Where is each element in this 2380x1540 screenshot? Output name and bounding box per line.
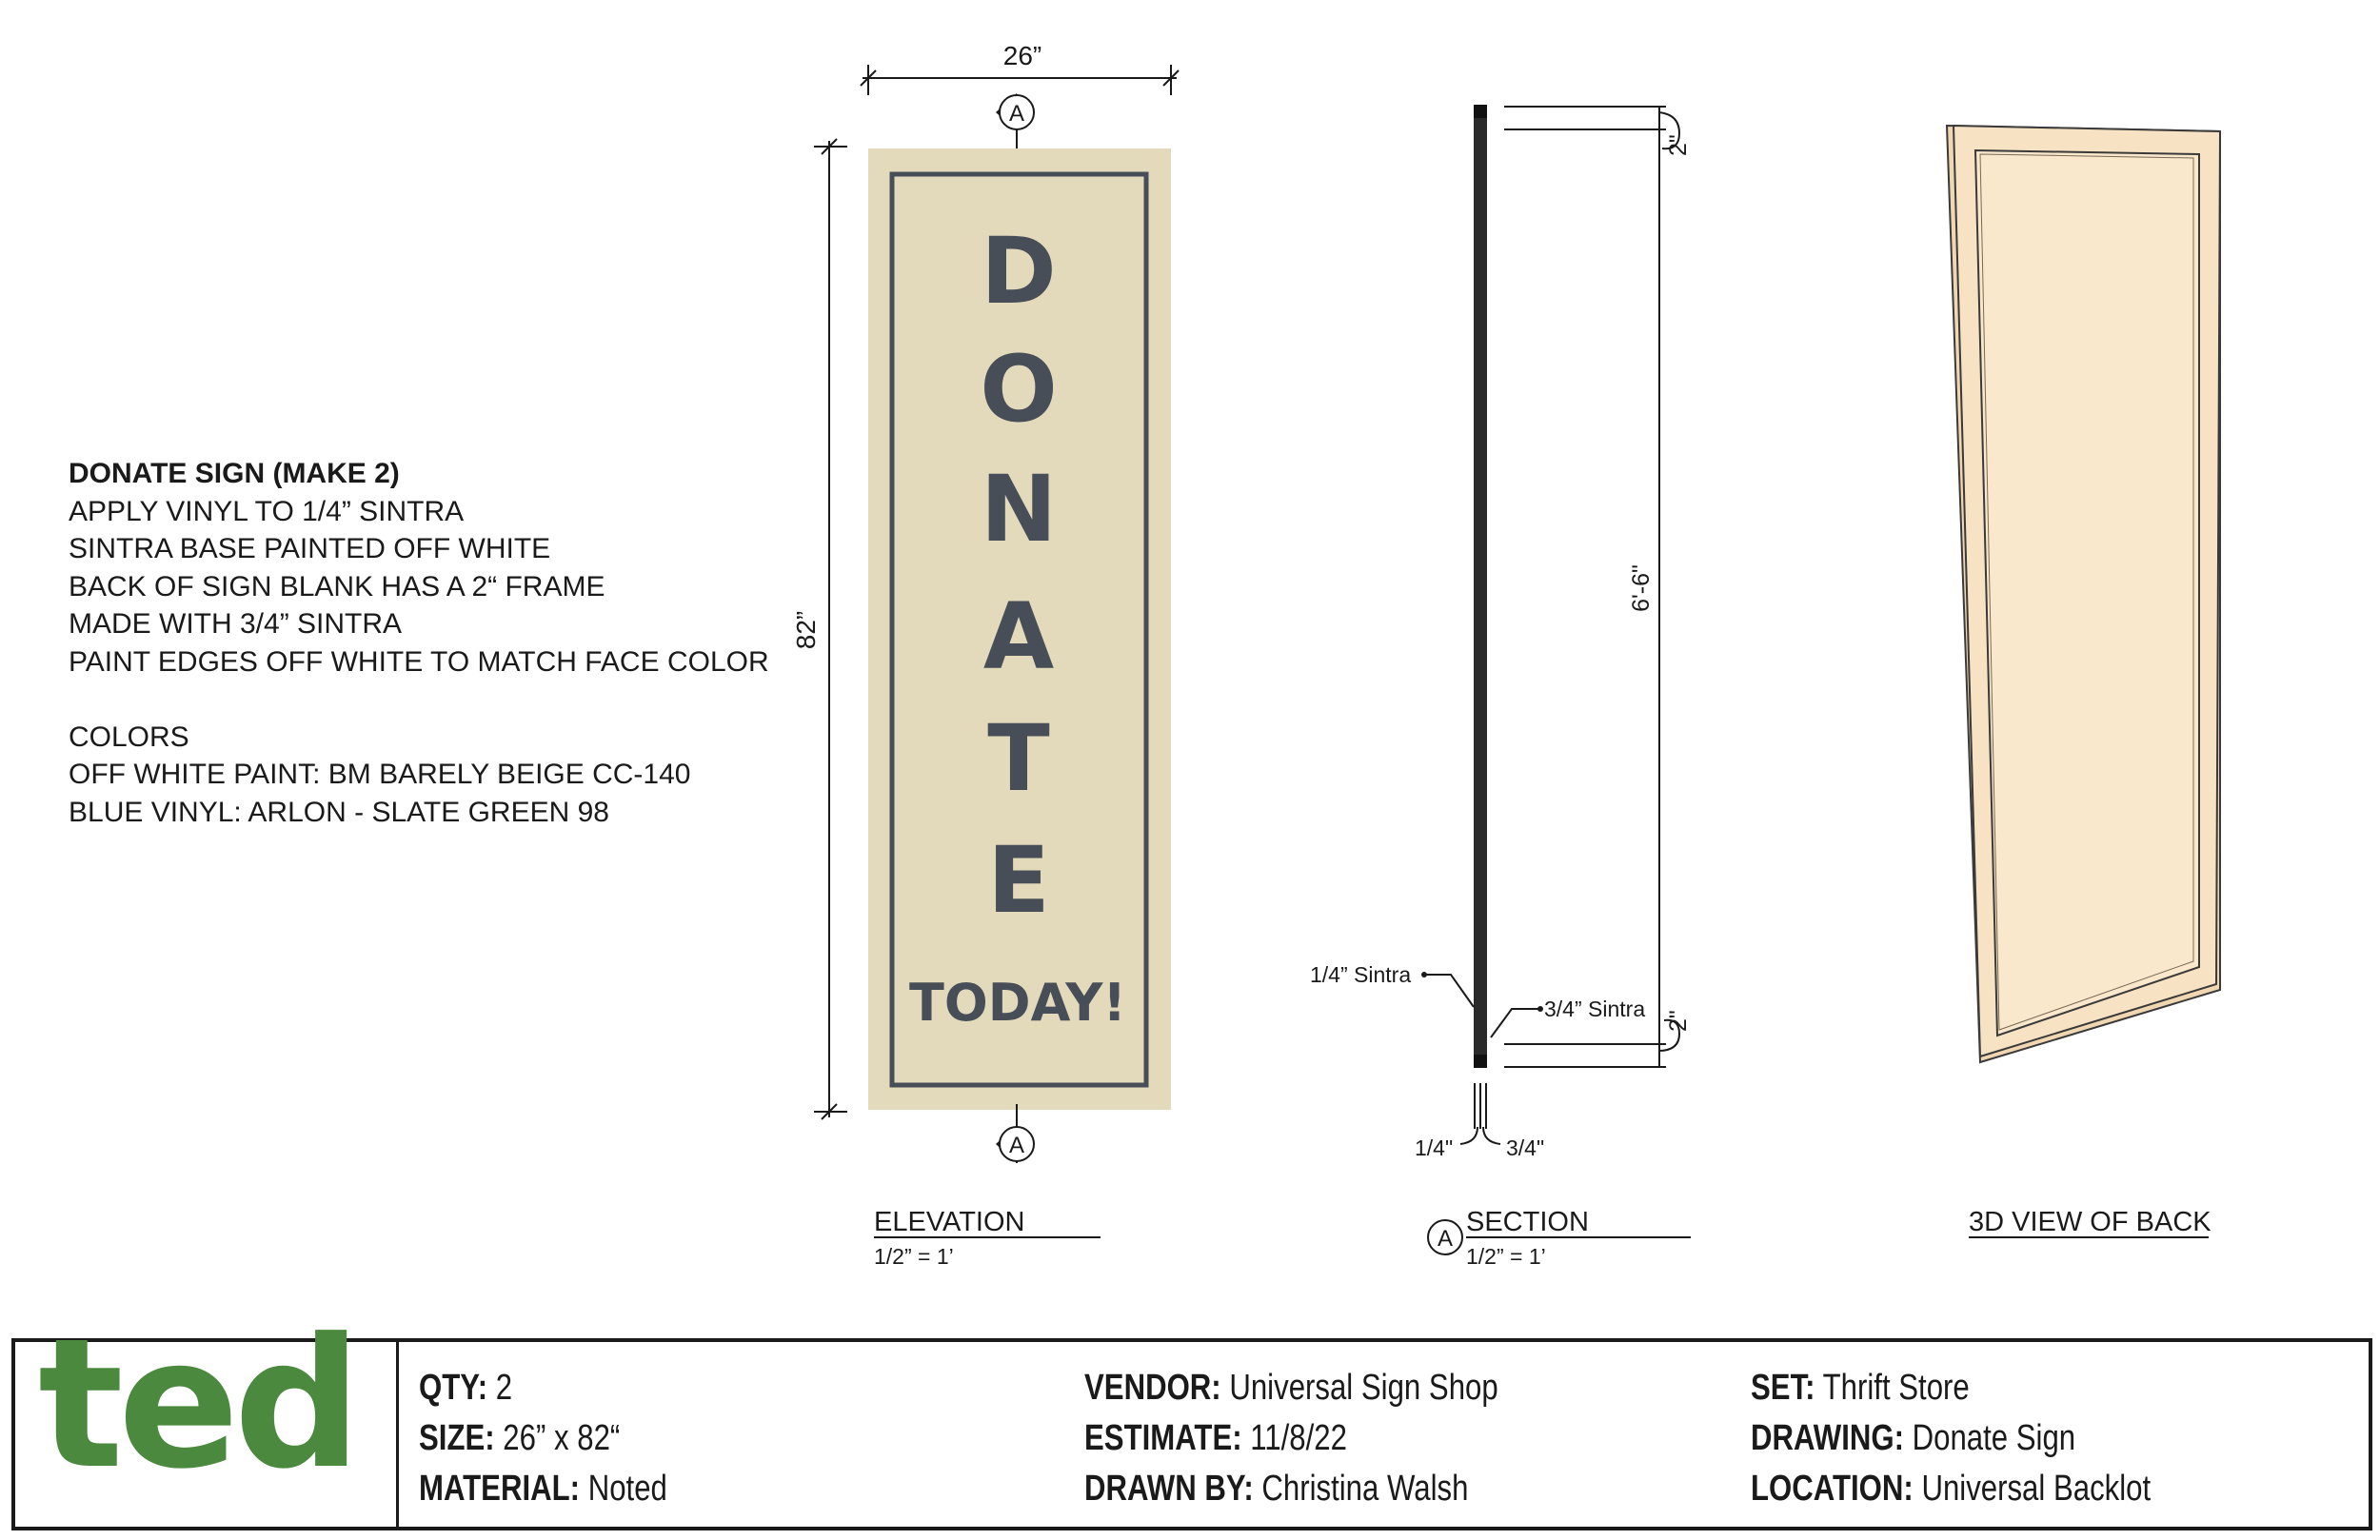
width-dimension-label: 26” — [1002, 41, 1042, 70]
callout-back-sintra: 3/4” Sintra — [1544, 997, 1646, 1021]
material-value: Noted — [587, 1469, 667, 1509]
note-line: PAINT EDGES OFF WHITE TO MATCH FACE COLOR — [69, 645, 769, 678]
thickness-front: 1/4" — [1415, 1135, 1454, 1160]
section-top-dim: 2" — [1665, 134, 1692, 156]
drawing-label: DRAWING: — [1751, 1418, 1904, 1458]
elevation-scale: 1/2” = 1’ — [874, 1244, 954, 1269]
color-line: OFF WHITE PAINT: BM BARELY BEIGE CC-140 — [69, 759, 691, 790]
sign-letter: A — [982, 583, 1055, 690]
size-label: SIZE: — [419, 1418, 495, 1458]
sign-letter: D — [981, 218, 1057, 325]
size-value: 26” x 82“ — [503, 1418, 621, 1458]
back-view — [1947, 126, 2220, 1237]
drawn-by-value: Christina Walsh — [1261, 1469, 1469, 1509]
title-block-col-3 — [1751, 1363, 2151, 1514]
title-block-col-1 — [419, 1363, 667, 1514]
set-label: SET: — [1751, 1368, 1815, 1408]
qty-label: QTY: — [419, 1368, 488, 1408]
location-label: LOCATION: — [1751, 1469, 1914, 1509]
sign-bottom-text: TODAY! — [909, 973, 1126, 1033]
height-dimension-label: 82” — [791, 610, 821, 650]
ted-logo: ted — [38, 1300, 356, 1509]
callout-front-sintra: 1/4” Sintra — [1310, 962, 1412, 987]
location-value: Universal Backlot — [1921, 1469, 2152, 1509]
color-line: BLUE VINYL: ARLON - SLATE GREEN 98 — [69, 796, 609, 828]
section-marker-letter: A — [1008, 101, 1025, 127]
sign-letter: E — [987, 827, 1050, 934]
thickness-back: 3/4" — [1506, 1135, 1545, 1160]
drawn-by-label: DRAWN BY: — [1084, 1469, 1254, 1509]
note-line: APPLY VINYL TO 1/4” SINTRA — [69, 495, 465, 527]
sign-letter: T — [987, 705, 1050, 812]
title-block-col-2 — [1084, 1363, 1498, 1514]
vendor-value: Universal Sign Shop — [1229, 1368, 1498, 1408]
notes-title: DONATE SIGN (MAKE 2) — [69, 458, 400, 489]
elevation-view — [791, 41, 1179, 1269]
sign-letter: O — [980, 336, 1058, 443]
back-frame — [1975, 150, 2199, 1036]
material-label: MATERIAL: — [419, 1469, 581, 1509]
vendor-label: VENDOR: — [1084, 1368, 1221, 1408]
note-line: SINTRA BASE PAINTED OFF WHITE — [69, 533, 551, 564]
sign-letter: N — [980, 456, 1058, 563]
note-line: BACK OF SIGN BLANK HAS A 2“ FRAME — [69, 570, 605, 602]
section-board — [1474, 105, 1487, 1068]
section-marker-letter: A — [1437, 1226, 1454, 1252]
drawing-value: Donate Sign — [1912, 1418, 2076, 1458]
elevation-label: ELEVATION — [874, 1207, 1025, 1237]
back-view-label: 3D VIEW OF BACK — [1969, 1207, 2211, 1237]
estimate-value: 11/8/22 — [1250, 1418, 1347, 1458]
section-marker-letter: A — [1008, 1133, 1025, 1158]
title-block — [11, 1300, 2372, 1530]
note-line: MADE WITH 3/4” SINTRA — [69, 608, 403, 640]
colors-heading: COLORS — [69, 721, 189, 753]
qty-value: 2 — [495, 1368, 513, 1408]
section-height-label: 6'-6" — [1628, 564, 1655, 612]
section-scale: 1/2” = 1’ — [1466, 1244, 1546, 1269]
section-bottom-dim: 2" — [1665, 1010, 1692, 1032]
set-value: Thrift Store — [1822, 1368, 1970, 1408]
estimate-label: ESTIMATE: — [1084, 1418, 1242, 1458]
section-view — [1310, 105, 1692, 1269]
section-label: SECTION — [1466, 1207, 1589, 1237]
logo-cell — [15, 1300, 399, 1527]
